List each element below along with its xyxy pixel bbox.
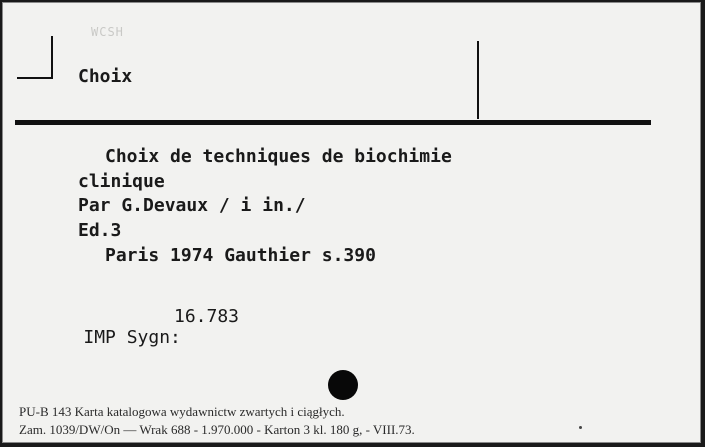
signature-row	[40, 306, 240, 390]
corner-mark-vertical	[51, 36, 53, 79]
footer-line-2: Zam. 1039/DW/On — Wrak 688 - 1.970.000 - Karton 3 kl. 180 g, - VIII.73.	[19, 422, 415, 437]
corner-mark-horizontal	[17, 77, 53, 79]
faded-stamp: WCSH	[91, 25, 124, 39]
ink-speck	[579, 426, 582, 429]
author-line: Par G.Devaux / i in./	[78, 195, 306, 216]
footer-line-1: PU-B 143 Karta katalogowa wydawnictw zwartych i ciągłych.	[19, 404, 345, 419]
heading-divider	[477, 41, 479, 119]
imprint-line: Paris 1974 Gauthier s.390	[105, 245, 376, 266]
signature-label: IMP Sygn:	[83, 327, 181, 348]
edition-line: Ed.3	[78, 220, 122, 241]
title-line-2: clinique	[78, 171, 165, 192]
title-line-1: Choix de techniques de biochimie	[105, 146, 452, 167]
card-heading: Choix	[78, 66, 133, 87]
signature-value: 16.783	[174, 306, 240, 327]
punch-hole	[328, 370, 358, 400]
catalog-card	[2, 2, 701, 443]
horizontal-rule	[15, 120, 651, 125]
